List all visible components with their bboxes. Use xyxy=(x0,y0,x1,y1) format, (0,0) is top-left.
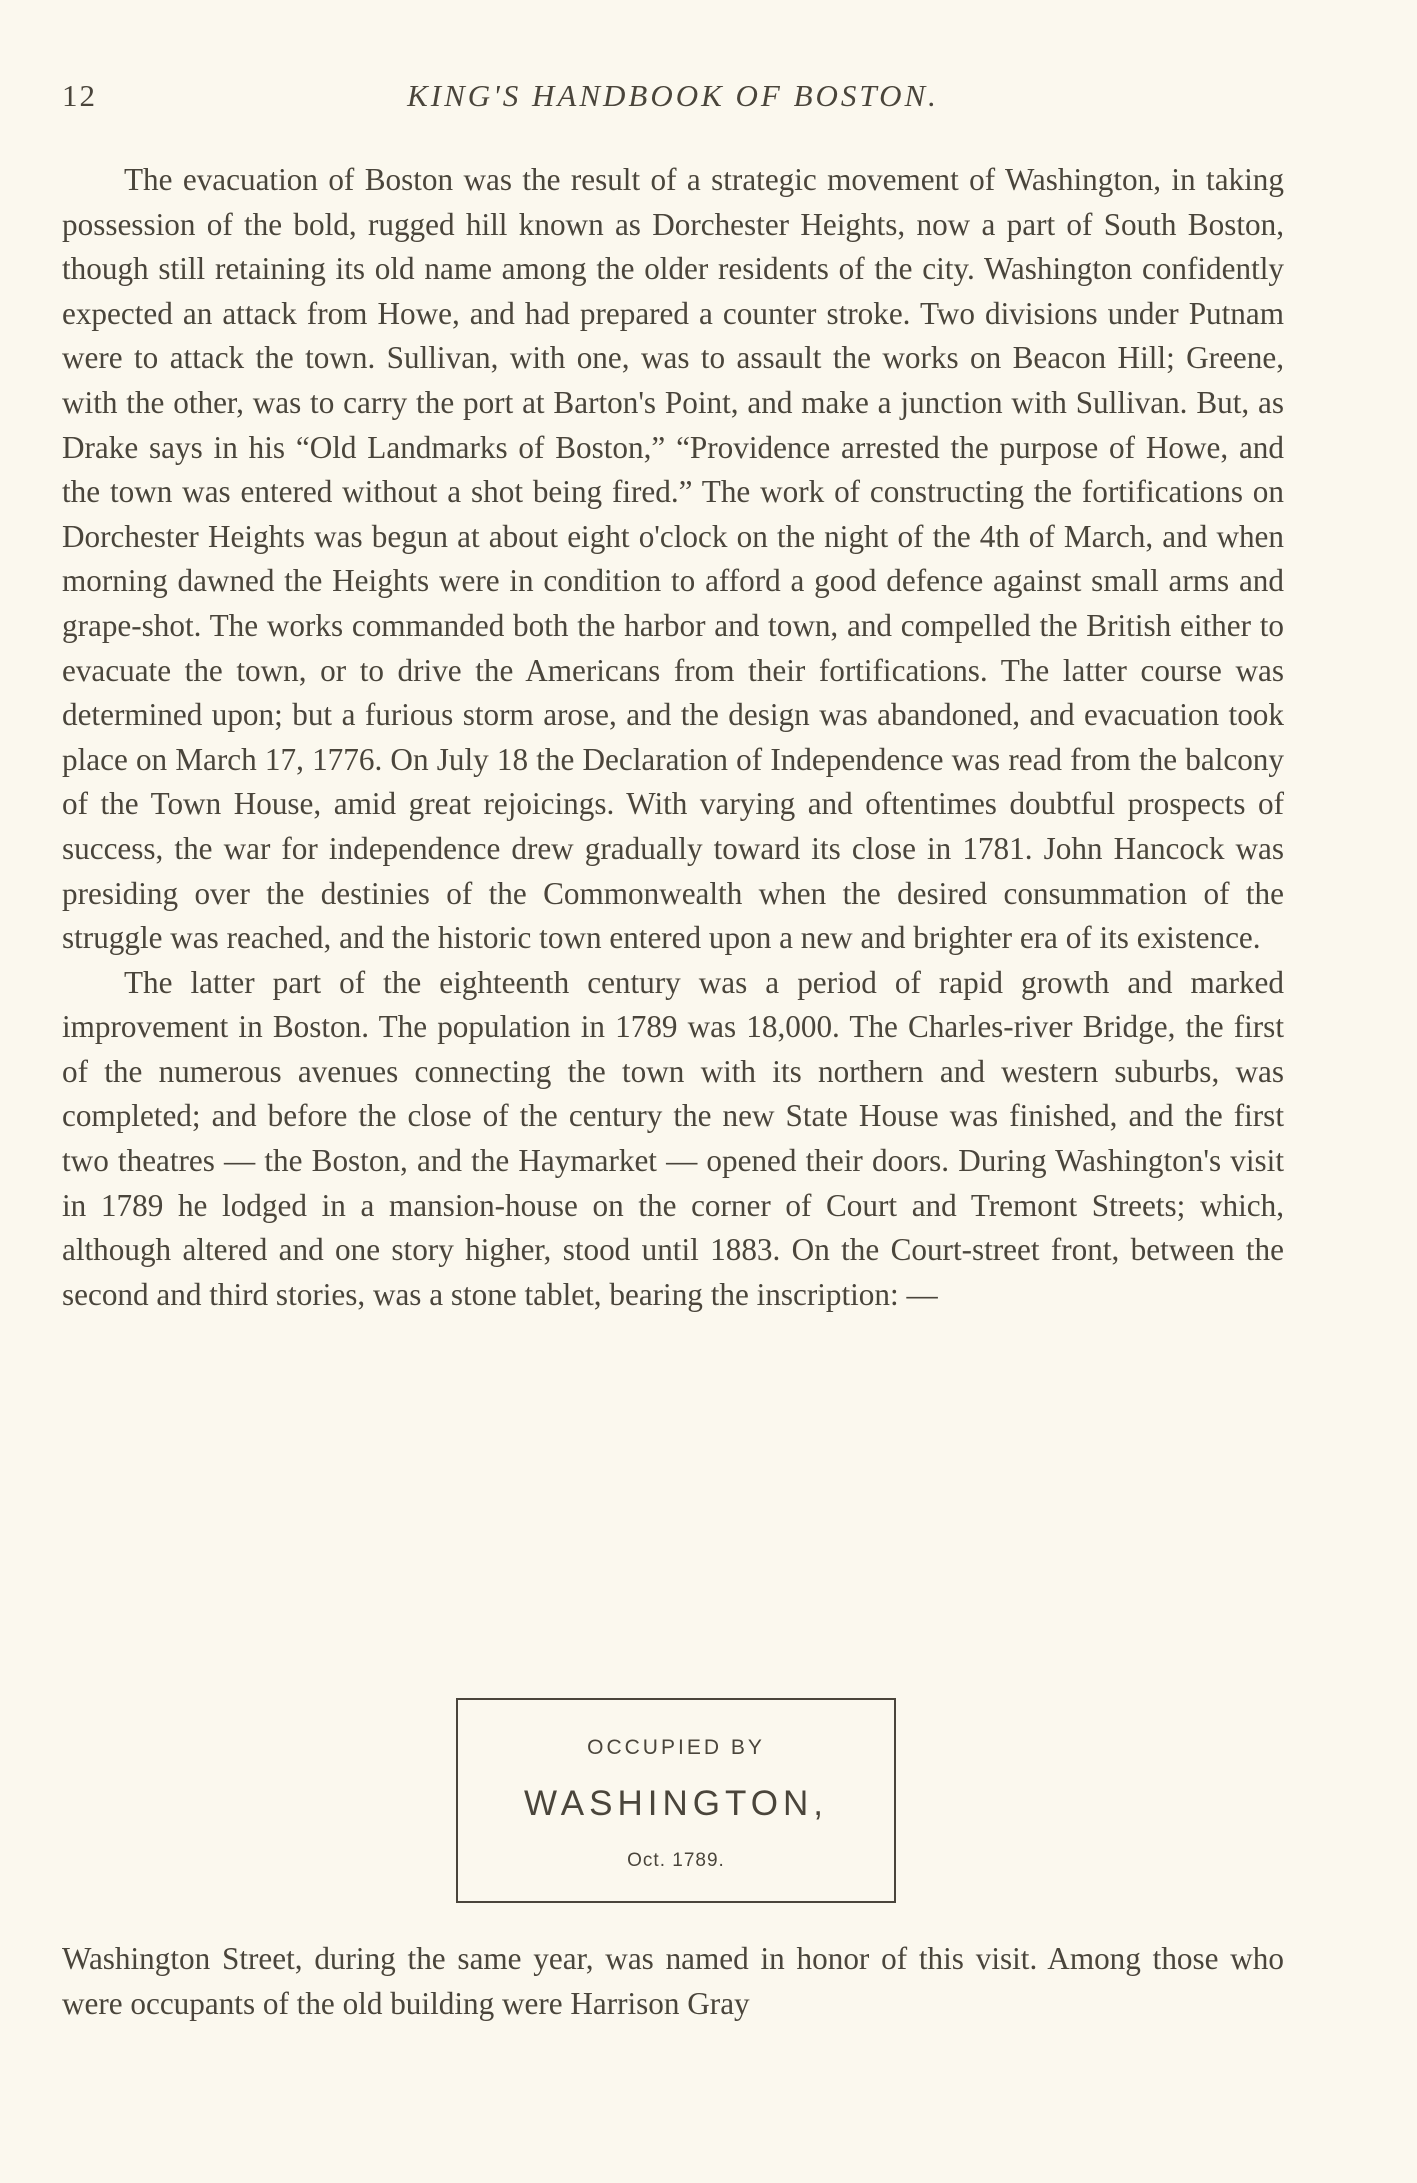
paragraph-washington-street: Washington Street, during the same year, was named in honor of this visit. Among those who were occupants of the old building were Harrison Gray xyxy=(62,1941,1284,2021)
book-page xyxy=(62,0,1284,2183)
running-title: KING'S HANDBOOK OF BOSTON. xyxy=(407,78,939,113)
tablet-line-washington: WASHINGTON, xyxy=(524,1784,828,1823)
body-text-continued xyxy=(62,1937,1284,2026)
running-head xyxy=(62,78,1284,118)
inscription-tablet xyxy=(456,1698,896,1903)
paragraph-evacuation: The evacuation of Boston was the result of a strategic movement of Washington, in taking possession of the bold, rugged hill known as Dorchester Heights, now a part of South Boston, though still retaining its old name among the older residents of the city. Washington confidently expected an attack from Howe, and had prepared a counter stroke. Two divisions under Putnam were to attack the town. Sullivan, with one, was to assault the works on Beacon Hill; Greene, with the other, was to carry the port at Barton's Point, and make a junction with Sullivan. But, as Drake says in his “Old Landmarks of Boston,” “Providence arrested the purpose of Howe, and the town was entered without a shot being fired.” The work of constructing the fortifications on Dorchester Heights was begun at about eight o'clock on the night of the 4th of March, and when morning dawned the Heights were in condition to afford a good defence against small arms and grape-shot. The works commanded both the harbor and town, and compelled the British either to evacuate the town, or to drive the Americans from their fortifications. The latter course was determined upon; but a furious storm arose, and the design was abandoned, and evacuation took place on March 17, 1776. On July 18 the Declaration of Independence was read from the balcony of the Town House, amid great rejoicings. With varying and oftentimes doubtful prospects of success, the war for independence drew gradually toward its close in 1781. John Hancock was presiding over the destinies of the Commonwealth when the desired consummation of the struggle was reached, and the historic town entered upon a new and brighter era of its existence. xyxy=(62,162,1284,956)
paragraph-eighteenth-century: The latter part of the eighteenth century was a period of rapid growth and marked improvement in Boston. The population in 1789 was 18,000. The Charles-river Bridge, the first of the numerous avenues connecting the town with its northern and western suburbs, was completed; and before the close of the century the new State House was finished, and the first two theatres — the Boston, and the Haymarket — opened their doors. During Washington's visit in 1789 he lodged in a mansion-house on the corner of Court and Tremont Streets; which, although altered and one story higher, stood until 1883. On the Court-street front, between the second and third stories, was a stone tablet, bearing the inscription: — xyxy=(62,964,1284,1312)
tablet-line-date: Oct. 1789. xyxy=(627,1850,725,1871)
page-number: 12 xyxy=(62,78,97,113)
body-text xyxy=(62,158,1284,1317)
tablet-line-occupied-by: OCCUPIED BY xyxy=(587,1736,765,1759)
